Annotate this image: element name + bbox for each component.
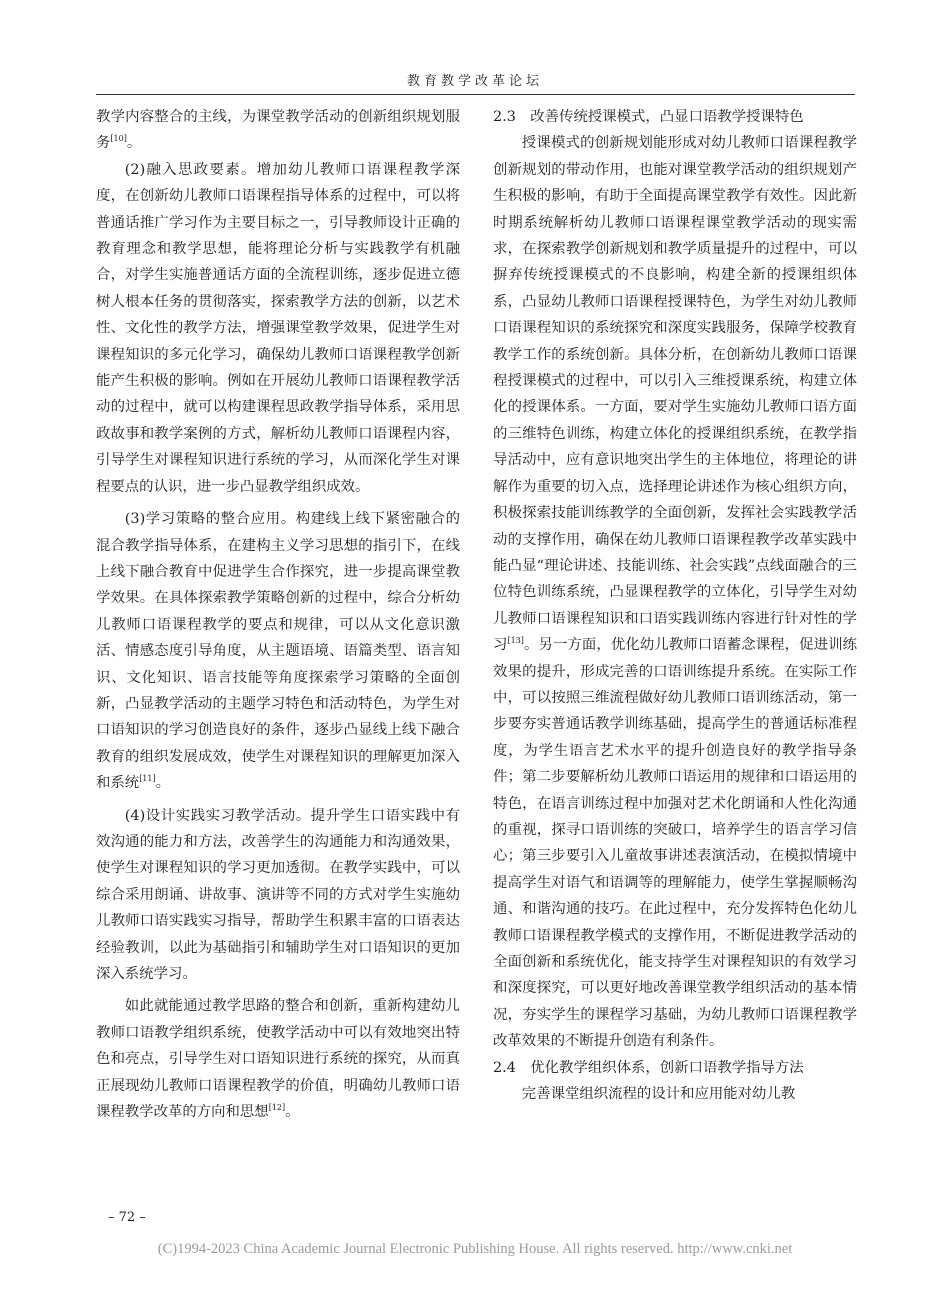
copyright-notice: (C)1994-2023 China Academic Journal Electronic Publishing House. All rights reserved. http://www.cnki.net	[157, 1241, 793, 1257]
citation-ref: [13]	[507, 636, 524, 646]
citation-ref: [10]	[110, 134, 127, 144]
paragraph-teaching-mode: 授课模式的创新规划能形成对幼儿教师口语课程教学创新规划的带动作用，也能对课堂教学活动的组织规划产生积极的影响，有助于全面提高课堂教学有效性。因此新时期系统解析幼儿教师口语课程课堂教学活动的现实需求，在探索教学创新规划和教学质量提升的过程中，可以摒弃传统授课模式的不良影响，构建全新的授课组织体系，凸显幼儿教师口语课程授课特色，为学生对幼儿教师口语课程知识的系统探究和深度实践服务，保障学校教育教学工作的系统创新。具体分析，在创新幼儿教师口语课程授课模式的过程中，可以引入三维授课系统，构建立体化的授课体系。一方面，要对学生实施幼儿教师口语方面的三维特色训练，构建立体化的授课组织系统，在教学指导活动中，应有意识地突出学生的主体地位，将理论的讲解作为重要的切入点，选择理论讲述作为核心组织方向，积极探索技能训练教学的全面创新，发挥社会实践教学活动的支撑作用，确保在幼儿教师口语课程教学改革实践中能凸显“理论讲述、技能训练、社会实践”点线面融合的三位特色训练系统，凸显课程教学的立体化，引导学生对幼儿教师口语课程知识和口语实践训练内容进行针对性的学习[13]。另一方面，优化幼儿教师口语蓄念课程，促进训练效果的提升，形成完善的口语训练提升系统。在实际工作中，可以按照三维流程做好幼儿教师口语训练活动，第一步要夯实普通话教学训练基础，提高学生的普通话标准程度，为学生语言艺术水平的提升创造良好的教学指导条件；第二步要解析幼儿教师口语运用的规律和口语运用的特色，在语言训练过程中加强对艺术化朗诵和人性化沟通的重视，探寻口语训练的突破口，培养学生的语言学习信心；第三步要引入儿童故事讲述表演活动，在模拟情境中提高学生对语气和语调等的理解能力，使学生掌握顺畅沟通、和谐沟通的技巧。在此过程中，充分发挥特色化幼儿教师口语课程教学模式的支撑作用，不断促进教学活动的全面创新和系统优化，能支持学生对课程知识的有效学习和深度探究，可以更好地改善课堂教学组织活动的基本情况，夯实学生的课程学习基础，为幼儿教师口语课程教学改革效果的不断提升创造有利条件。	[493, 135, 857, 1050]
paragraph-organization: 完善课堂组织流程的设计和应用能对幼儿教	[521, 1086, 796, 1103]
header-rule	[96, 94, 855, 95]
right-column	[493, 104, 857, 1107]
citation-ref: [11]	[139, 774, 156, 784]
paragraph-learning-strategy: (3)学习策略的整合应用。构建线上线下紧密融合的混合教学指导体系，在建构主义学习思想的指引下，在线上线下融合教育中促进学生合作探究，进一步提高课堂教学效果。在具体探索教学策略创新的过程中，综合分析幼儿教师口语课程教学的要点和规律，可以从文化意识激活、情感态度引导角度，从主题语境、语篇类型、语言知识、文化知识、语言技能等角度探索学习策略的全面创新，凸显教学活动的主题学习特色和活动特色，为学生对口语知识的学习创造良好的条件，逐步凸显线上线下融合教育的组织发展成效，使学生对课程知识的理解更加深入和系统[11]。	[96, 511, 460, 792]
paragraph-continued: 教学内容整合的主线，为课堂教学活动的创新组织规划服务[10]。	[96, 109, 460, 152]
section-heading-2-3: 2.3 改善传统授课模式，凸显口语教学授课特色	[493, 109, 804, 125]
page-number: – 72 –	[108, 1210, 146, 1225]
left-column	[96, 104, 460, 1125]
paragraph-ideological-elements: (2)融入思政要素。增加幼儿教师口语课程教学深度，在创新幼儿教师口语课程指导体系的过程中，可以将普通话推广学习作为主要目标之一，引导教师设计正确的教育理念和教学思想，能将理论分析与实践教学有机融合，对学生实施普通话方面的全流程训练，逐步促进立德树人根本任务的贯彻落实，探索教学方法的创新，以艺术性、文化性的教学方法，增强课堂教学效果，促进学生对课程知识的多元化学习，确保幼儿教师口语课程教学创新能产生积极的影响。例如在开展幼儿教师口语课程教学活动的过程中，就可以构建课程思政教学指导体系，采用思政故事和教学案例的方式，解析幼儿教师口语课程内容，引导学生对课程知识进行系统的学习，从而深化学生对课程要点的认识，进一步凸显教学组织成效。	[96, 161, 460, 495]
paragraph-practice-activities: (4)设计实践实习教学活动。提升学生口语实践中有效沟通的能力和方法，改善学生的沟通能力和沟通效果，使学生对课程知识的学习更加透彻。在教学实践中，可以综合采用朗诵、讲故事、演讲等不同的方式对学生实施幼儿教师口语实践实习指导，帮助学生积累丰富的口语表达经验教训，以此为基础指引和辅助学生对口语知识的更加深入系统学习。	[96, 807, 460, 982]
citation-ref: [12]	[268, 1103, 286, 1113]
section-heading-2-4: 2.4 优化教学组织体系，创新口语教学指导方法	[493, 1059, 804, 1076]
journal-header: 教育教学改革论坛	[406, 74, 543, 89]
paragraph-summary: 如此就能通过教学思路的整合和创新，重新构建幼儿教师口语教学组织系统，使教学活动中可以有效地突出特色和亮点，引导学生对口语知识进行系统的探究，从而真正展现幼儿教师口语课程教学的价值，明确幼儿教师口语课程教学改革的方向和思想[12]。	[96, 998, 460, 1121]
